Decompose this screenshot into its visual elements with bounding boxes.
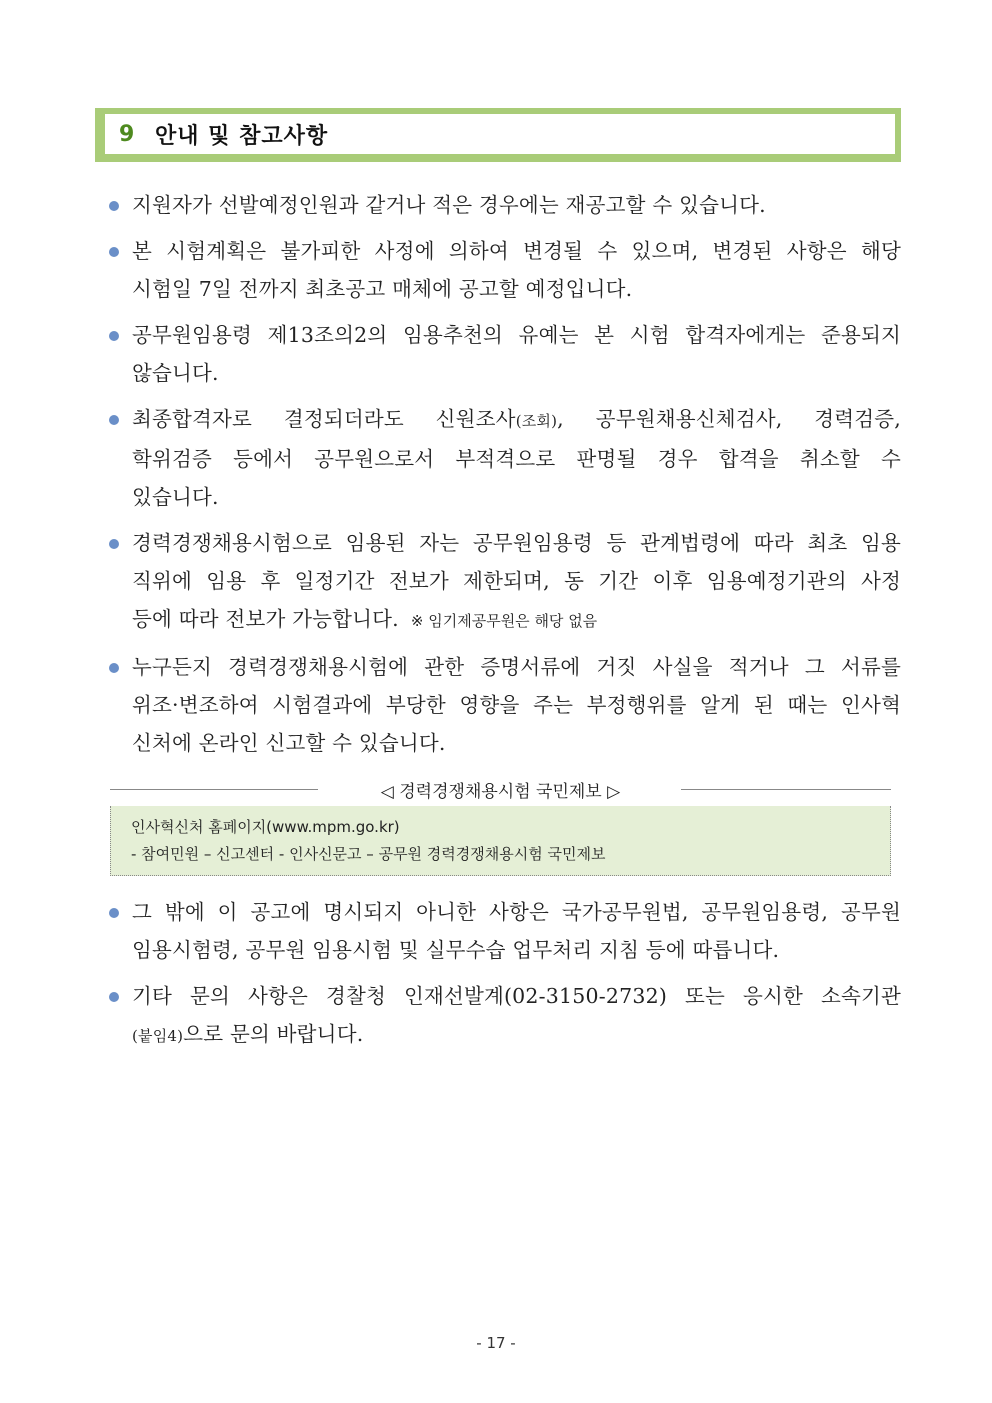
item-line: 기타 문의 사항은 경찰청 인재선발계(02-3150-2732) 또는 응시한 소속기관	[132, 984, 901, 1008]
divider	[681, 789, 891, 790]
section-title: 안내 및 참고사항	[155, 123, 329, 149]
item-line: 누구든지 경력경쟁채용시험에 관한 증명서류에 거짓 사실을 적거나 그 서류를	[132, 655, 901, 679]
item-line: 임용시험령, 공무원 임용시험 및 실무수습 업무처리 지침 등에 따릅니다.	[132, 938, 780, 962]
section-header-inner	[105, 114, 895, 154]
list-item	[105, 316, 901, 392]
item-line: 지원자가 선발예정인원과 같거나 적은 경우에는 재공고할 수 있습니다.	[132, 193, 766, 217]
item-line: 공무원임용령 제13조의2의 임용추천의 유예는 본 시험 합격자에게는 준용되지	[132, 323, 901, 347]
item-line: 시험일 7일 전까지 최초공고 매체에 공고할 예정입니다.	[132, 277, 633, 301]
bullet-icon	[109, 331, 119, 341]
list-item	[105, 977, 901, 1055]
report-title-row	[110, 772, 891, 806]
notice-list	[105, 186, 901, 770]
item-line: 경력경쟁채용시험으로 임용된 자는 공무원임용령 등 관계법령에 따라 최초 임용	[132, 531, 901, 555]
report-line: - 참여민원 – 신고센터 - 인사신문고 – 공무원 경력경쟁채용시험 국민제보	[131, 845, 606, 863]
list-item	[105, 524, 901, 640]
item-line	[132, 400, 901, 440]
bullet-icon	[109, 992, 119, 1002]
item-text: 등에 따라 전보가 가능합니다.	[132, 607, 399, 631]
section-header	[95, 108, 901, 162]
bullet-icon	[109, 415, 119, 425]
item-line	[132, 600, 901, 640]
bullet-icon	[109, 539, 119, 549]
item-line: 않습니다.	[132, 361, 219, 385]
report-title: ◁ 경력경쟁채용시험 국민제보 ▷	[380, 781, 621, 802]
bullet-icon	[109, 201, 119, 211]
item-note: ※ 임기제공무원은 해당 없음	[410, 612, 598, 630]
divider	[110, 789, 318, 790]
item-line: 위조·변조하여 시험결과에 부당한 영향을 주는 부정행위를 알게 된 때는 인사혁	[132, 693, 901, 717]
item-text: 최종합격자로 결정되더라도 신원조사	[132, 407, 516, 431]
report-box	[110, 772, 891, 876]
list-item	[105, 232, 901, 308]
bullet-icon	[109, 247, 119, 257]
notice-list-continued	[105, 893, 901, 1063]
bullet-icon	[109, 663, 119, 673]
item-small-text: (조회)	[515, 412, 558, 430]
item-line: 직위에 임용 후 일정기간 전보가 제한되며, 동 기간 이후 임용예정기관의 사정	[132, 569, 901, 593]
list-item	[105, 186, 901, 224]
item-line: 본 시험계획은 불가피한 사정에 의하여 변경될 수 있으며, 변경된 사항은 해당	[132, 239, 901, 263]
item-text: , 공무원채용신체검사, 경력검증,	[557, 407, 901, 431]
list-item	[105, 648, 901, 762]
list-item	[105, 400, 901, 516]
item-line: 신처에 온라인 신고할 수 있습니다.	[132, 731, 446, 755]
item-line: 그 밖에 이 공고에 명시되지 아니한 사항은 국가공무원법, 공무원임용령, 공무원	[132, 900, 901, 924]
report-body	[110, 806, 891, 876]
list-item	[105, 893, 901, 969]
item-line: 있습니다.	[132, 485, 219, 509]
bullet-icon	[109, 908, 119, 918]
page-number: - 17 -	[476, 1334, 516, 1352]
section-number: 9	[119, 121, 135, 147]
item-line	[132, 1015, 901, 1055]
item-small-text: (붙임4)	[132, 1027, 184, 1045]
item-line: 학위검증 등에서 공무원으로서 부적격으로 판명될 경우 합격을 취소할 수	[132, 447, 901, 471]
item-text: 으로 문의 바랍니다.	[183, 1022, 364, 1046]
report-line: 인사혁신처 홈페이지(www.mpm.go.kr)	[131, 818, 400, 836]
